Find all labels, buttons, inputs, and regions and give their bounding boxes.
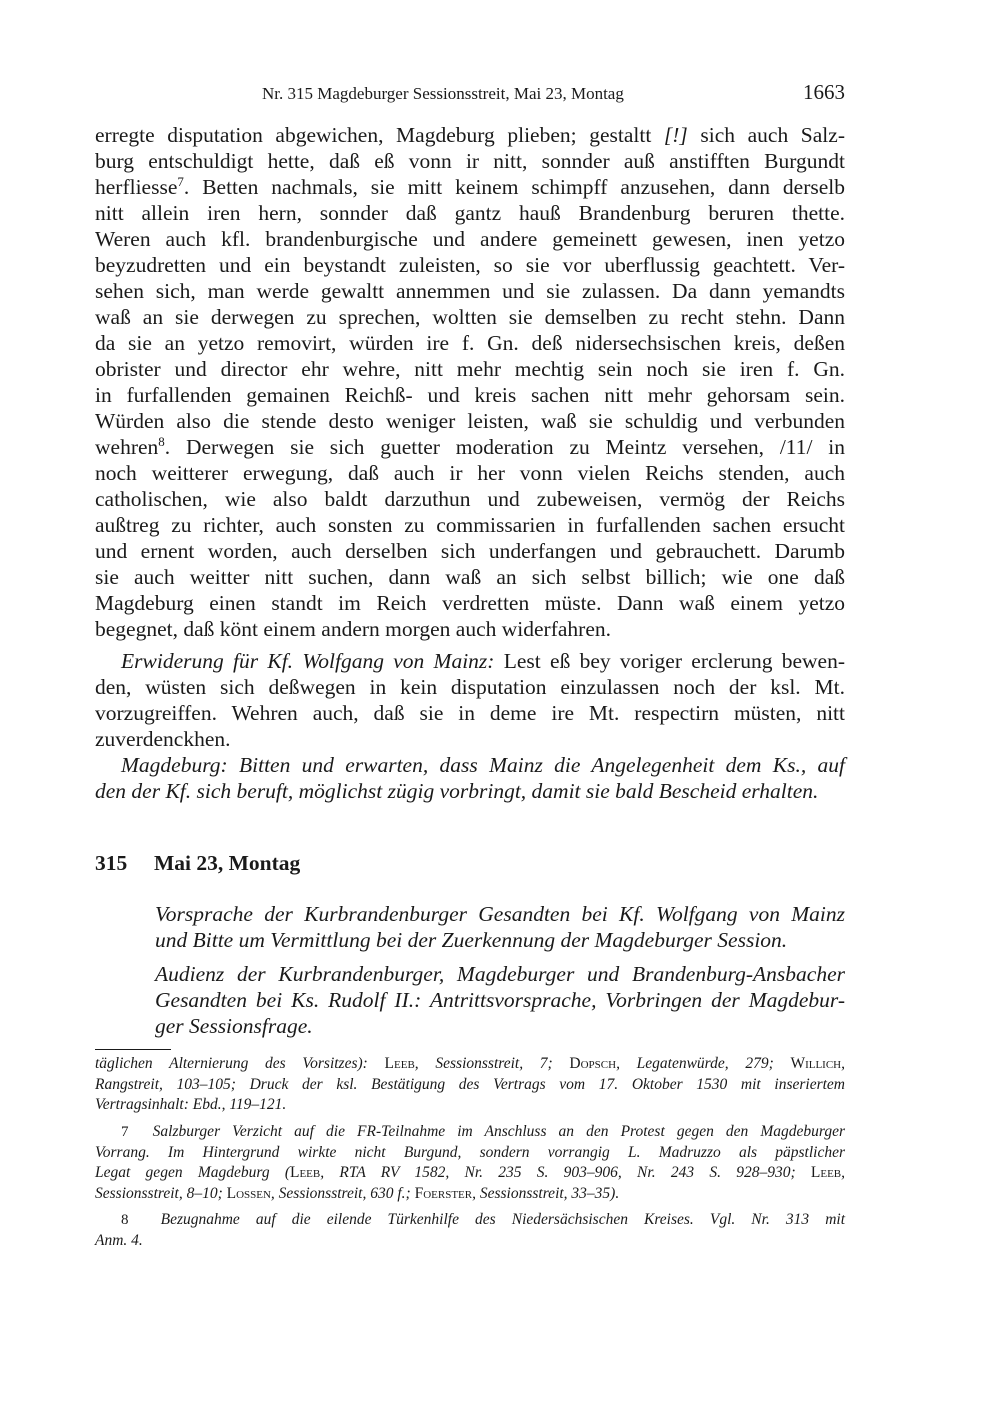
text-line: und Bitte um Vermittlung bei der Zuerkennung der Magdeburger Session. — [155, 928, 788, 952]
text-line: den der Kf. sich beruft, möglichst zügig vorbringt, damit sie bald Bescheid erhalten. — [95, 779, 819, 803]
text-line: in furfallenden gemainen Reichß- und kreis sachen nitt mehr gehorsam sein. — [95, 383, 845, 407]
footnote-mark: 7 — [121, 1124, 129, 1140]
text-line: Rangstreit, 103–105; Druck der ksl. Bestätigung des Vertrags vom 17. Oktober 1530 mit inseriertem — [95, 1075, 845, 1093]
text-line: 7 Salzburger Verzicht auf die FR-Teilnahme im Anschluss an den Protest gegen den Magdeburger — [121, 1123, 846, 1140]
text-line: Magdeburg einen standt im Reich verdretten müste. Dann waß einem yetzo — [95, 591, 845, 615]
author-name: Leeb — [384, 1055, 415, 1072]
page-number: 1663 — [803, 80, 845, 104]
text-line: herfliesse$^7$. Betten nachmals, sie mitt keinem schimpff anzusehen, dann derselb — [95, 173, 845, 199]
text-line: begegnet, daß könt einem andern morgen auch widerfahren. — [95, 617, 611, 641]
page-header — [95, 80, 845, 110]
body-paragraph-3 — [95, 752, 845, 804]
author-name: Leeb — [290, 1164, 321, 1181]
editorial-mark: [!] — [663, 123, 688, 147]
text-line: ger Sessionsfrage. — [155, 1014, 313, 1038]
text-line: obrister und director ehr wehre, nitt mehr mechtig sein noch sie iren f. Gn. — [95, 357, 845, 381]
text-line: erregte disputation abgewichen, Magdeburg plieben; gestaltt [!] sich auch Salz- — [95, 123, 845, 147]
text-line: Vertragsinhalt: Ebd., 119–121. — [95, 1096, 287, 1113]
text-line: und ernent worden, auch derselben sich underfangen und gebrauchett. Darumb — [95, 539, 845, 563]
text-line: beyzudretten und ein beystandt zuleisten, so sie vor uberflussig geachtett. Ver- — [95, 253, 845, 277]
text-line: Audienz der Kurbrandenburger, Magdeburger und Brandenburg-Ansbacher — [155, 962, 845, 986]
body-paragraph-1 — [95, 122, 845, 642]
text-line: sehen sich, man werde gewaltt annemmen und sie zulassen. Da dann yemandts — [95, 279, 845, 303]
running-title: Nr. 315 Magdeburger Sessionsstreit, Mai 23, Montag — [262, 84, 624, 103]
body-paragraph-2 — [95, 648, 845, 752]
text-line: Vorsprache der Kurbrandenburger Gesandten bei Kf. Wolfgang von Mainz — [155, 902, 845, 926]
text-line: sie auch weitter nitt suchen, dann waß an sich selbst billich; wie one daß — [95, 565, 845, 589]
text-line: da sie an yetzo removirt, würden ire f. Gn. deß nidersechsischen kreis, deßen — [95, 331, 845, 355]
regest-2 — [155, 961, 845, 1039]
text-line: Magdeburg: Bitten und erwarten, dass Mainz die Angelegenheit dem Ks., auf — [121, 753, 845, 777]
text-line: Anm. 4. — [95, 1231, 143, 1249]
text-line: waß an sie derwegen zu sprechen, woltten sie demselben zu recht stehn. Dann — [95, 305, 845, 329]
text-line: catholischen, wie also baldt darzuthun und zubeweisen, vermög der Reichs — [95, 487, 845, 511]
document-number: 315 — [95, 851, 128, 875]
author-name: Dopsch — [569, 1055, 617, 1072]
document-heading — [95, 851, 300, 876]
footnote-divider — [95, 1049, 171, 1050]
footnote-7 — [95, 1122, 845, 1204]
regest-1 — [155, 901, 845, 953]
footnote-ref-8[interactable]: 8 — [158, 433, 165, 449]
text-line: außtreg zu richter, auch sonsten zu commissarien in furfallenden sachen ersucht — [95, 513, 845, 537]
document-page — [95, 0, 845, 1418]
text-line: vorzugreiffen. Wehren auch, daß sie in deme ire Mt. respectirn müsten, nitt — [95, 701, 845, 725]
text-line: Legat gegen Magdeburg (Leeb, RTA RV 1582, Nr. 235 S. 903–906, Nr. 243 S. 928–930; Leeb, — [95, 1164, 846, 1181]
text-line: den, wüsten sich deßwegen in kein disputation einzulassen noch der ksl. Mt. — [95, 675, 845, 699]
footnote-ref-7[interactable]: 7 — [177, 173, 184, 189]
text-line: Vorrang. Im Hintergrund wirkte nicht Burgund, sondern vorrangig L. Madruzzo als päpstlicher — [95, 1143, 845, 1161]
text-line: Sessionsstreit, 8–10; Lossen, Sessionsstreit, 630 f.; Foerster, Sessionsstreit, 33–35). — [95, 1184, 620, 1202]
text-line: täglichen Alternierung des Vorsitzes): Leeb, Sessionsstreit, 7; Dopsch, Legatenwürde, 279; Willich, — [95, 1055, 846, 1072]
footnote-continuation — [95, 1054, 845, 1116]
footnote-8 — [95, 1210, 845, 1251]
text-line: Erwiderung für Kf. Wolfgang von Mainz: Lest eß bey voriger erclerung bewen- — [121, 649, 845, 673]
text-line: Gesandten bei Ks. Rudolf II.: Antrittsvorsprache, Vorbringen der Magdebur- — [155, 988, 845, 1012]
text-line: noch weitterer erwegung, daß auch ir her vonn vielen Reichs stenden, auch — [95, 461, 845, 485]
text-line: wehren$^8$. Derwegen sie sich guetter moderation zu Meintz versehen, /11/ in — [95, 433, 845, 459]
text-line: 8 Bezugnahme auf die eilende Türkenhilfe des Niedersächsischen Kreises. Vgl. Nr. 313 mit — [121, 1211, 845, 1228]
author-name: Willich — [790, 1055, 842, 1072]
text-line: Weren auch kfl. brandenburgische und andere gemeinett gewesen, inen yetzo — [95, 227, 845, 251]
author-name: Leeb — [810, 1164, 842, 1181]
text-line: burg entschuldigt hette, daß eß vonn ir nitt, sonnder auß anstifften Burgundt — [95, 149, 845, 173]
text-line: Würden also die stende desto weniger leisten, waß sie schuldig und verbunden — [95, 409, 845, 433]
author-name: Foerster — [414, 1184, 473, 1202]
text-line: zuverdenckhen. — [95, 727, 231, 751]
author-name: Lossen — [226, 1184, 271, 1202]
speaker-label: Erwiderung für Kf. Wolfgang von Mainz: — [121, 649, 495, 673]
document-date: Mai 23, Montag — [154, 851, 301, 875]
text-line: nitt allein iren hern, sonnder daß gantz hauß Brandenburg beruren thette. — [95, 201, 845, 225]
footnote-mark: 8 — [121, 1212, 129, 1228]
